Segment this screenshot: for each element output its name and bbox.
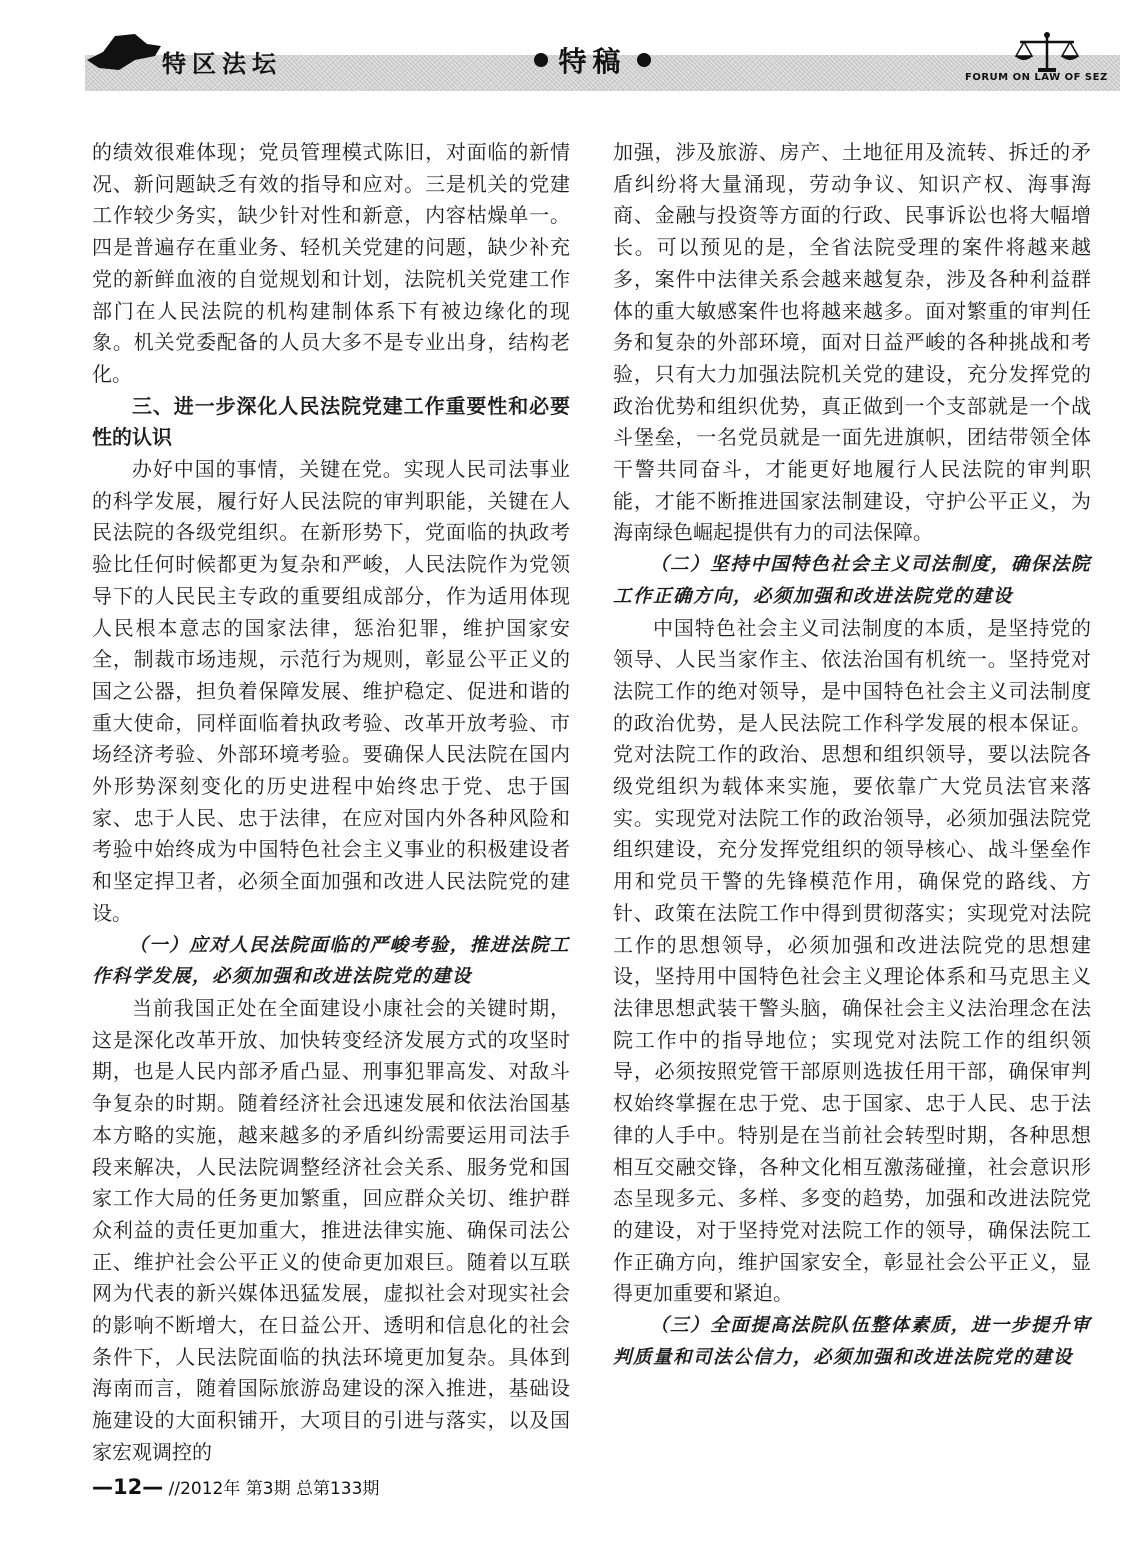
paragraph: 的绩效很难体现；党员管理模式陈旧，对面临的新情况、新问题缺乏有效的指导和应对。三是机关的党建工作较少务实，缺少针对性和新意，内容枯燥单一。四是普遍存在重业务、轻机关党建的问题，缺少补充党的新鲜血液的自觉规划和计划，法院机关党建工作部门在人民法院的机构建制体系下有被边缘化的现象。机关党委配备的人员大多不是专业出身，结构老化。 <box>92 140 570 386</box>
issue-info: //2012年 第3期 总第133期 <box>168 1479 380 1499</box>
right-column <box>613 137 1091 1373</box>
paragraph: 办好中国的事情，关键在党。实现人民司法事业的科学发展，履行好人民法院的审判职能，关键在人民法院的各级党组织。在新形势下，党面临的执政考验比任何时候都更为复杂和严峻，人民法院作为党领导下的人民民主专政的重要组成部分，作为适用体现人民根本意志的国家法律，惩治犯罪，维护国家安全，制裁市场违规，示范行为规则，彰显公平正义的国之公器，担负着保障发展、维护稳定、促进和谐的重大使命，同样面临着执政考验、改革开放考验、市场经济考验、外部环境考验。要确保人民法院在国内外形势深刻变化的历史进程中始终忠于党、忠于国家、忠于人民、忠于法律，在应对国内外各种风险和考验中始终成为中国特色社会主义事业的积极建设者和坚定捍卫者，必须全面加强和改进人民法院党的建设。 <box>92 457 570 925</box>
section-title <box>500 40 685 80</box>
subsection-heading: （三）全面提高法院队伍整体素质，进一步提升审判质量和司法公信力，必须加强和改进法院党的建设 <box>613 1315 1091 1368</box>
subsection-heading: （一）应对人民法院面临的严峻考验，推进法院工作科学发展，必须加强和改进法院党的建设 <box>92 934 570 988</box>
paragraph: 当前我国正处在全面建设小康社会的关键时期，这是深化改革开放、加快转变经济发展方式的攻坚时期，也是人民内部矛盾凸显、刑事犯罪高发、对敌斗争复杂的时期。随着经济社会迅速发展和依法治国基本方略的实施，越来越多的矛盾纠纷需要运用司法手段来解决，人民法院调整经济社会关系、服务党和国家工作大局的任务更加繁重，回应群众关切、维护群众利益的责任更加重大，推进法律实施、确保司法公正、维护社会公平正义的使命更加艰巨。随着以互联网为代表的新兴媒体迅猛发展，虚拟社会对现实社会的影响不断增大，在日益公开、透明和信息化的社会条件下，人民法院面临的执法环境更加复杂。具体到海南而言，随着国际旅游岛建设的深入推进，基础设施建设的大面积铺开，大项目的引进与落实，以及国家宏观调控的 <box>92 995 570 1464</box>
journal-logo-icon <box>85 30 163 72</box>
paragraph: 加强，涉及旅游、房产、土地征用及流转、拆迁的矛盾纠纷将大量涌现，劳动争议、知识产权、海事海商、金融与投资等方面的行政、民事诉讼也将大幅增长。可以预见的是，全省法院受理的案件将越来越多，案件中法律关系会越来越复杂，涉及各种利益群体的重大敏感案件也将越来越多。面对繁重的审判任务和复杂的外部环境，面对日益严峻的各种挑战和考验，只有大力加强法院机关党的建设，充分发挥党的政治优势和组织优势，真正做到一个支部就是一个战斗堡垒，一名党员就是一面先进旗帜，团结带领全体干警共同奋斗，才能更好地履行人民法院的审判职能，才能不断推进国家法制建设，守护公平正义，为海南绿色崛起提供有力的司法保障。 <box>613 140 1091 545</box>
journal-brand: 特区法坛 <box>162 50 282 78</box>
section-label: 特稿 <box>558 45 627 78</box>
bullet-icon <box>637 53 651 67</box>
scales-of-justice-icon <box>1012 30 1082 74</box>
page-number: —12— <box>92 1475 164 1499</box>
bullet-icon <box>534 53 548 67</box>
page-footer <box>92 1474 379 1499</box>
subsection-heading: （二）坚持中国特色社会主义司法制度，确保法院工作正确方向，必须加强和改进法院党的建设 <box>613 554 1091 607</box>
english-journal-title: FORUM ON LAW OF SEZ <box>965 72 1108 83</box>
page-header <box>0 0 1144 100</box>
section-heading: 三、进一步深化人民法院党建工作重要性和必要性的认识 <box>92 393 570 450</box>
left-column <box>92 137 570 1469</box>
paragraph: 中国特色社会主义司法制度的本质，是坚持党的领导、人民当家作主、依法治国有机统一。坚持党对法院工作的绝对领导，是中国特色社会主义司法制度的政治优势，是人民法院工作科学发展的根本保证。党对法院工作的政治、思想和组织领导，要以法院各级党组织为载体来实施，要依靠广大党员法官来落实。实现党对法院工作的政治领导，必须加强法院党组织建设，充分发挥党组织的领导核心、战斗堡垒作用和党员干警的先锋模范作用，确保党的路线、方针、政策在法院工作中得到贯彻落实；实现党对法院工作的思想领导，必须加强和改进法院党的思想建设，坚持用中国特色社会主义理论体系和马克思主义法律思想武装干警头脑，确保社会主义法治理念在法院工作中的指导地位；实现党对法院工作的组织领导，必须按照党管干部原则选拔任用干部，确保审判权始终掌握在忠于党、忠于国家、忠于人民、忠于法律的人手中。特别是在当前社会转型时期，各种思想相互交融交锋，各种文化相互激荡碰撞，社会意识形态呈现多元、多样、多变的趋势，加强和改进法院党的建设，对于坚持党对法院工作的领导，确保法院工作正确方向，维护国家安全，彰显社会公平正义，显得更加重要和紧迫。 <box>613 615 1091 1306</box>
